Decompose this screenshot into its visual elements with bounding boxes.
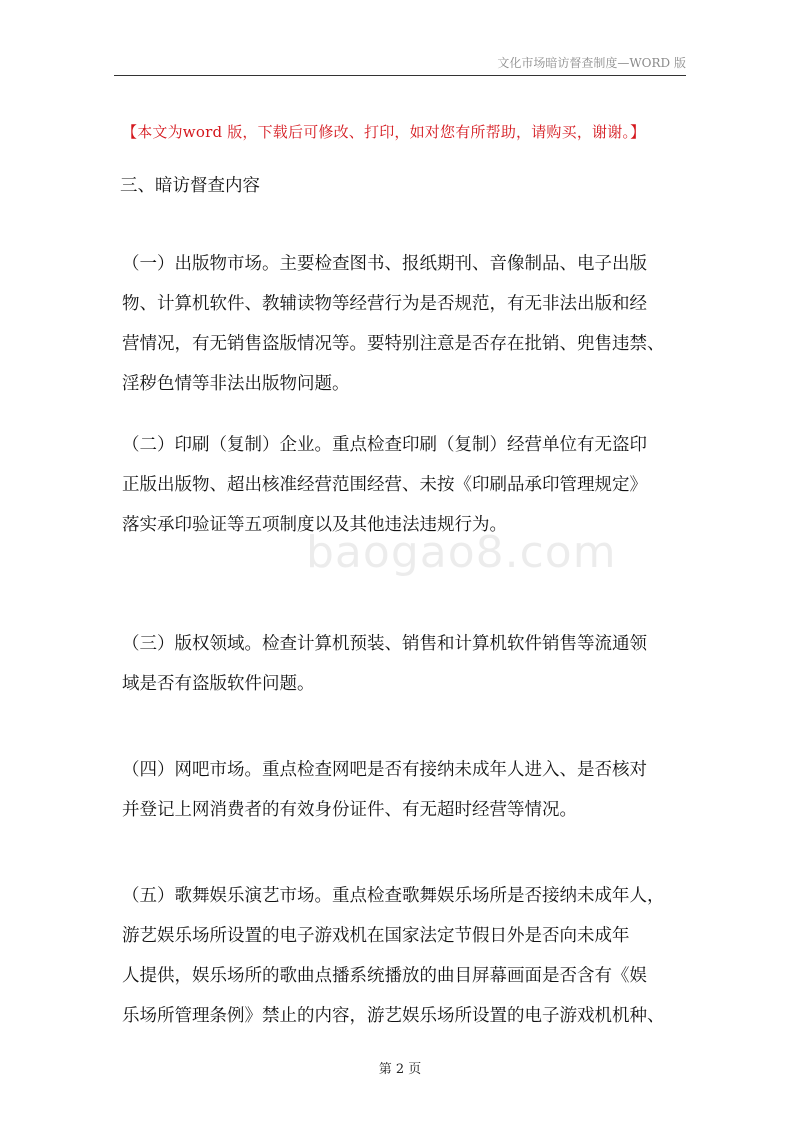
paragraph-line: 正版出版物、超出核准经营范围经营、未按《印刷品承印管理规定》 bbox=[122, 475, 647, 495]
paragraph-line: 游艺娱乐场所设置的电子游戏机在国家法定节假日外是否向未成年 bbox=[122, 926, 630, 946]
paragraph-line: 物、计算机软件、教辅读物等经营行为是否规范，有无非法出版和经 bbox=[122, 294, 647, 314]
paragraph-line: 并登记上网消费者的有效身份证件、有无超时经营等情况。 bbox=[122, 800, 577, 820]
paragraph-line: 人提供，娱乐场所的歌曲点播系统播放的曲目屏幕画面是否含有《娱 bbox=[122, 966, 647, 986]
section-heading: 三、暗访督查内容 bbox=[120, 176, 260, 196]
page-number: 第 2 页 bbox=[378, 1062, 422, 1077]
header-divider bbox=[114, 75, 686, 76]
page-header: 文化市场暗访督查制度—WORD 版 bbox=[497, 56, 686, 70]
paragraph-publications bbox=[122, 244, 686, 404]
purchase-notice: 【本文为word 版，下载后可修改、打印，如对您有所帮助，请购买，谢谢。】 bbox=[122, 123, 646, 141]
paragraph-line: 营情况，有无销售盗版情况等。要特别注意是否存在批销、兜售违禁、 bbox=[122, 334, 665, 354]
paragraph-entertainment bbox=[122, 876, 686, 1036]
paragraph-line: 淫秽色情等非法出版物问题。 bbox=[122, 374, 350, 394]
paragraph-internet-cafe bbox=[122, 750, 686, 830]
paragraph-line: （五）歌舞娱乐演艺市场。重点检查歌舞娱乐场所是否接纳未成年人， bbox=[122, 886, 665, 906]
paragraph-line: 域是否有盗版软件问题。 bbox=[122, 674, 315, 694]
paragraph-line: 乐场所管理条例》禁止的内容，游艺娱乐场所设置的电子游戏机机种、 bbox=[122, 1006, 665, 1026]
paragraph-copyright bbox=[122, 624, 686, 704]
paragraph-line: （一）出版物市场。主要检查图书、报纸期刊、音像制品、电子出版 bbox=[122, 254, 647, 274]
watermark: baogao8.com bbox=[306, 527, 617, 578]
paragraph-line: （四）网吧市场。重点检查网吧是否有接纳未成年人进入、是否核对 bbox=[122, 760, 647, 780]
paragraph-line: （三）版权领域。检查计算机预装、销售和计算机软件销售等流通领 bbox=[122, 634, 647, 654]
paragraph-line: （二）印刷（复制）企业。重点检查印刷（复制）经营单位有无盗印 bbox=[122, 435, 647, 455]
paragraph-line: 落实承印验证等五项制度以及其他违法违规行为。 bbox=[122, 515, 507, 535]
